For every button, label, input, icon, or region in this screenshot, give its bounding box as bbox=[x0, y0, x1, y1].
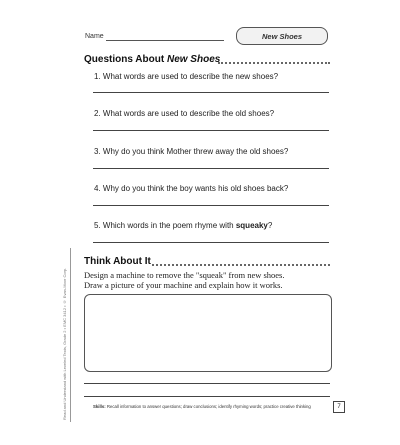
skills-footer bbox=[93, 404, 341, 409]
questions-title bbox=[84, 54, 220, 65]
question-5-suffix: ? bbox=[267, 221, 273, 230]
explain-line-2[interactable] bbox=[84, 396, 330, 397]
margin-rule bbox=[70, 248, 71, 422]
question-5 bbox=[94, 221, 272, 230]
name-line bbox=[106, 40, 224, 41]
think-instruction-2: Draw a picture of your machine and explain how it works. bbox=[84, 280, 283, 290]
page-number: 7 bbox=[333, 401, 345, 413]
questions-title-prefix: Questions About bbox=[84, 54, 167, 65]
answer-line-3[interactable] bbox=[93, 168, 329, 169]
answer-line-1[interactable] bbox=[93, 92, 329, 93]
skills-text: Recall information to answer questions; draw conclusions; identify rhyming words; practice creative thinking bbox=[105, 404, 311, 409]
question-4: 4. Why do you think the boy wants his old shoes back? bbox=[94, 184, 289, 193]
question-5-bold-word: squeaky bbox=[235, 221, 268, 230]
answer-line-4[interactable] bbox=[93, 205, 329, 206]
think-instruction-1: Design a machine to remove the "squeak" from new shoes. bbox=[84, 270, 285, 280]
explain-line-1[interactable] bbox=[84, 383, 330, 384]
think-title: Think About It bbox=[84, 256, 151, 267]
copyright-side-note: Read and Understand with Leveled Texts, Grade 2 • EMC 3412 • © Evan-Moor Corp. bbox=[62, 267, 67, 420]
skills-label: Skills: bbox=[93, 404, 106, 409]
question-1: 1. What words are used to describe the new shoes? bbox=[94, 72, 279, 81]
drawing-box[interactable] bbox=[84, 294, 332, 372]
question-2: 2. What words are used to describe the old shoes? bbox=[94, 109, 275, 118]
answer-line-2[interactable] bbox=[93, 130, 329, 131]
think-dots bbox=[152, 264, 330, 266]
title-badge: New Shoes bbox=[236, 27, 328, 45]
name-label: Name bbox=[85, 33, 104, 40]
question-3: 3. Why do you think Mother threw away the old shoes? bbox=[94, 147, 289, 156]
answer-line-5[interactable] bbox=[93, 242, 329, 243]
section-dots bbox=[218, 62, 330, 64]
questions-title-italic: New Shoes bbox=[166, 54, 221, 65]
question-5-text: 5. Which words in the poem rhyme with bbox=[94, 221, 236, 230]
